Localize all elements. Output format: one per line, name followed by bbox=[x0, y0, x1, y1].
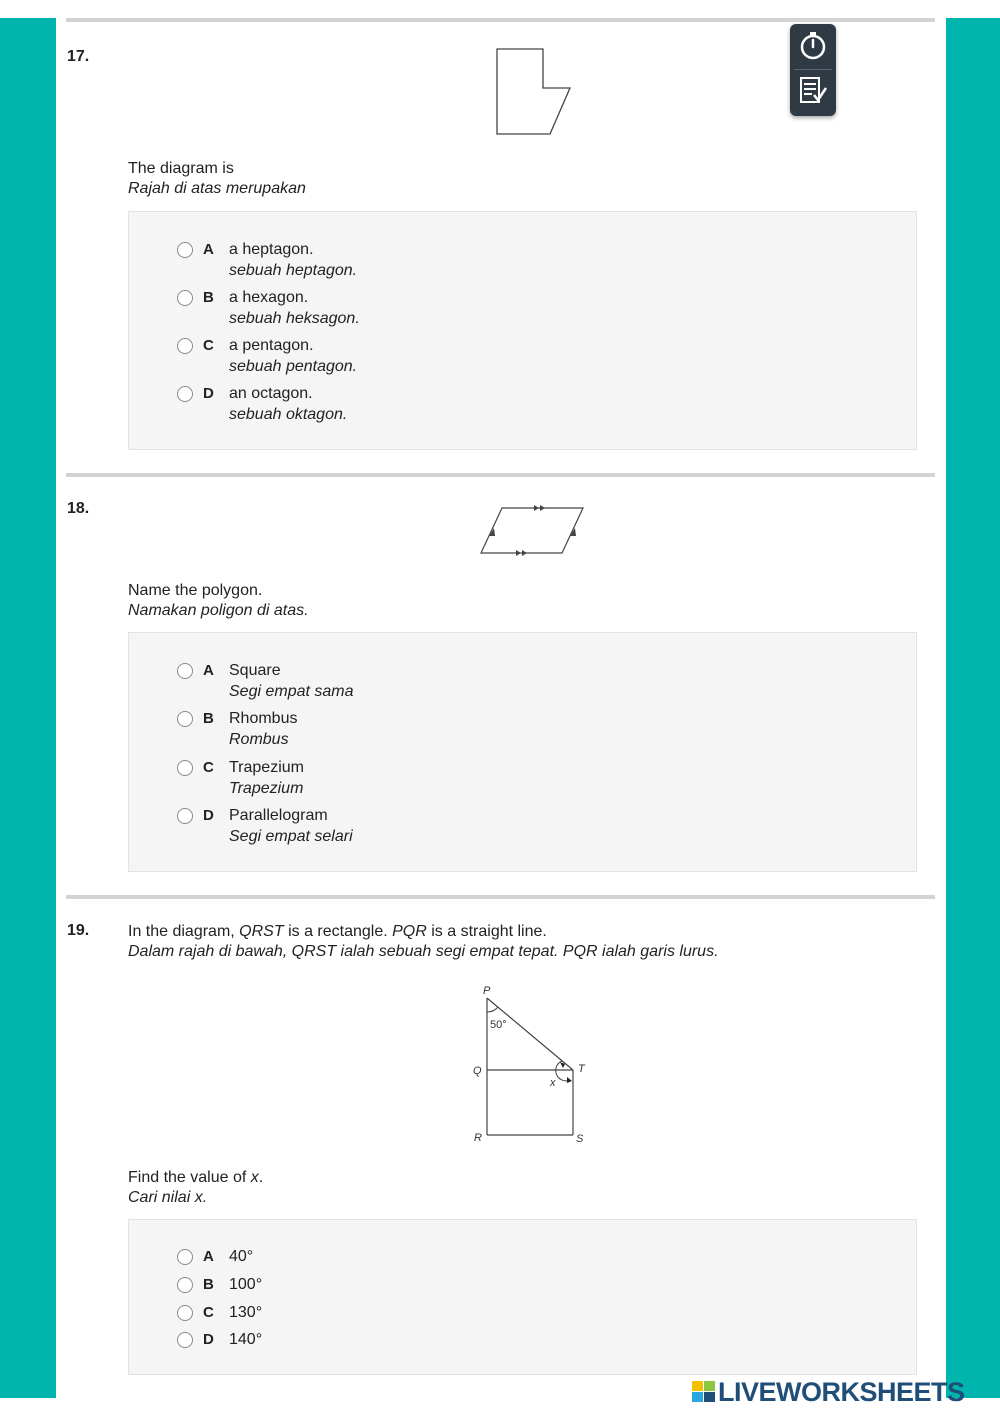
left-side-bar bbox=[0, 18, 56, 1398]
option-text: Trapezium bbox=[229, 759, 304, 776]
prompt-part: . bbox=[258, 1169, 264, 1186]
question-intro bbox=[128, 922, 719, 962]
label-p: P bbox=[483, 985, 491, 997]
option-translation: Segi empat selari bbox=[229, 828, 353, 845]
option-text: a hexagon. bbox=[229, 289, 309, 306]
radio-button[interactable] bbox=[177, 711, 193, 727]
timer-icon bbox=[790, 24, 836, 68]
prompt-part: Find the value of bbox=[128, 1169, 251, 1186]
question-18-diagram bbox=[476, 500, 588, 558]
option-letter: C bbox=[203, 759, 214, 776]
label-r: R bbox=[474, 1132, 482, 1144]
brand-logo bbox=[692, 1377, 965, 1407]
brand-name: LIVEWORKSHEETS bbox=[718, 1377, 965, 1407]
question-prompt bbox=[128, 1168, 263, 1208]
question-17-diagram bbox=[490, 44, 580, 140]
tool-palette bbox=[790, 24, 836, 116]
prompt-english bbox=[128, 1168, 263, 1188]
question-number: 18. bbox=[67, 500, 90, 517]
option-letter: A bbox=[203, 1248, 214, 1265]
prompt-part: x bbox=[250, 1169, 259, 1186]
option-letter: C bbox=[203, 1304, 214, 1321]
option-translation: Rombus bbox=[229, 731, 289, 748]
option-letter: D bbox=[203, 807, 214, 824]
prompt-english: The diagram is bbox=[128, 160, 234, 177]
radio-button[interactable] bbox=[177, 338, 193, 354]
radio-button[interactable] bbox=[177, 290, 193, 306]
option-text: 140° bbox=[229, 1331, 263, 1348]
checklist-icon bbox=[790, 72, 836, 116]
option-letter: D bbox=[203, 385, 214, 402]
prompt-malay: Cari nilai x. bbox=[128, 1189, 208, 1206]
radio-button[interactable] bbox=[177, 242, 193, 258]
radio-button[interactable] bbox=[177, 663, 193, 679]
option-text: 100° bbox=[229, 1276, 263, 1293]
option-letter: C bbox=[203, 337, 214, 354]
option-letter: B bbox=[203, 1276, 214, 1293]
intro-part: QRST bbox=[239, 923, 284, 940]
label-x: x bbox=[550, 1077, 556, 1089]
check-answers-button[interactable] bbox=[790, 72, 836, 116]
option-translation: sebuah oktagon. bbox=[229, 406, 348, 423]
option-text: a heptagon. bbox=[229, 241, 314, 258]
intro-part: PQR bbox=[392, 923, 427, 940]
option-translation: sebuah pentagon. bbox=[229, 358, 358, 375]
radio-button[interactable] bbox=[177, 386, 193, 402]
option-text: Rhombus bbox=[229, 710, 298, 727]
question-number: 19. bbox=[67, 922, 90, 939]
radio-button[interactable] bbox=[177, 808, 193, 824]
question-prompt bbox=[128, 159, 306, 199]
tool-divider bbox=[794, 69, 832, 70]
option-text: 40° bbox=[229, 1248, 254, 1265]
option-text: Square bbox=[229, 662, 281, 679]
question-separator bbox=[66, 18, 935, 22]
option-letter: D bbox=[203, 1331, 214, 1348]
options-box bbox=[128, 211, 917, 450]
question-separator bbox=[66, 473, 935, 477]
option-letter: A bbox=[203, 241, 214, 258]
intro-malay: Dalam rajah di bawah, QRST ialah sebuah segi empat tepat. PQR ialah garis lurus. bbox=[128, 943, 719, 960]
question-prompt bbox=[128, 581, 309, 621]
option-text: Parallelogram bbox=[229, 807, 328, 824]
radio-button[interactable] bbox=[177, 1249, 193, 1265]
label-t: T bbox=[578, 1063, 585, 1075]
intro-part: is a rectangle. bbox=[283, 923, 393, 940]
options-box bbox=[128, 1219, 917, 1375]
question-number: 17. bbox=[67, 48, 90, 65]
angle-label: 50° bbox=[490, 1019, 507, 1031]
option-translation: Segi empat sama bbox=[229, 683, 354, 700]
brand-mark-icon bbox=[692, 1381, 716, 1403]
intro-part: is a straight line. bbox=[426, 923, 547, 940]
option-text: a pentagon. bbox=[229, 337, 314, 354]
intro-english bbox=[128, 922, 719, 942]
prompt-english: Name the polygon. bbox=[128, 582, 263, 599]
radio-button[interactable] bbox=[177, 1305, 193, 1321]
option-translation: sebuah heksagon. bbox=[229, 310, 360, 327]
radio-button[interactable] bbox=[177, 760, 193, 776]
option-translation: sebuah heptagon. bbox=[229, 262, 358, 279]
option-letter: B bbox=[203, 289, 214, 306]
right-side-bar bbox=[946, 18, 1000, 1398]
prompt-malay: Rajah di atas merupakan bbox=[128, 180, 306, 197]
question-19-diagram bbox=[466, 980, 596, 1150]
prompt-malay: Namakan poligon di atas. bbox=[128, 602, 309, 619]
label-s: S bbox=[576, 1133, 584, 1145]
radio-button[interactable] bbox=[177, 1332, 193, 1348]
question-separator bbox=[66, 895, 935, 899]
option-text: an octagon. bbox=[229, 385, 313, 402]
option-letter: A bbox=[203, 662, 214, 679]
radio-button[interactable] bbox=[177, 1277, 193, 1293]
intro-part: In the diagram, bbox=[128, 923, 240, 940]
option-translation: Trapezium bbox=[229, 780, 304, 797]
options-box bbox=[128, 632, 917, 872]
timer-button[interactable] bbox=[790, 24, 836, 68]
option-text: 130° bbox=[229, 1304, 263, 1321]
label-q: Q bbox=[473, 1065, 482, 1077]
option-letter: B bbox=[203, 710, 214, 727]
